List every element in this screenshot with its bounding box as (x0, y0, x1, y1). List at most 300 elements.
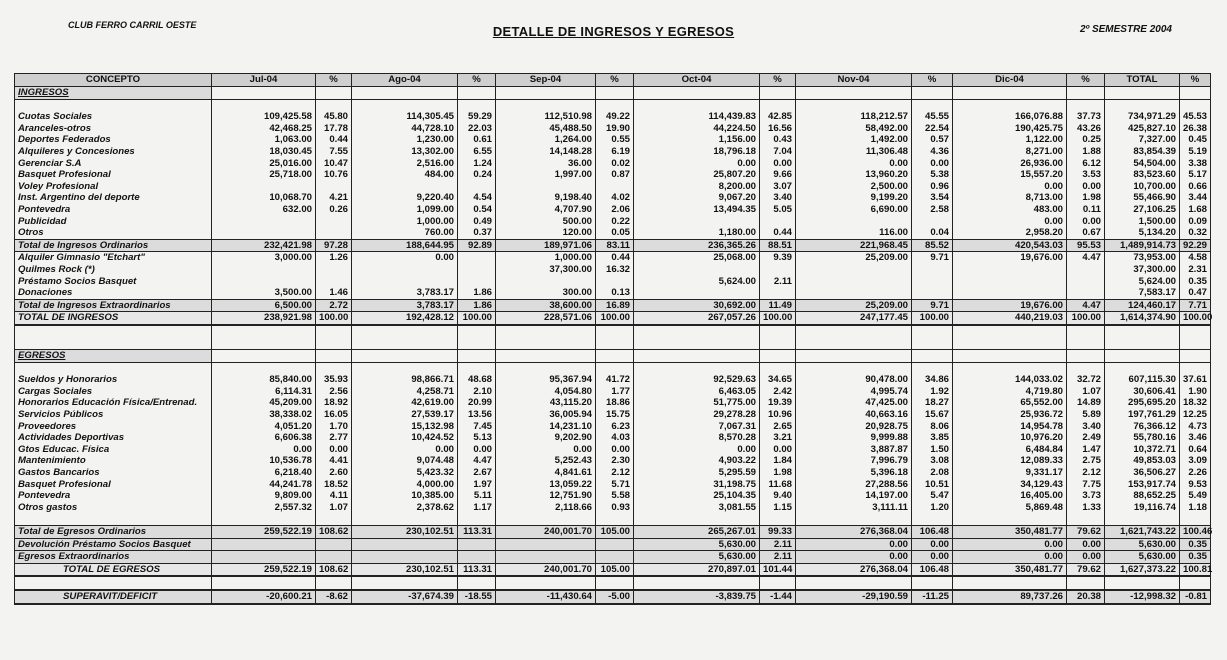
value-cell (912, 325, 953, 338)
table-row (15, 467, 1211, 479)
value-cell: 483.00 (953, 204, 1067, 216)
table-row (15, 181, 1211, 193)
value-cell: -1.44 (760, 590, 796, 604)
value-cell: 44,224.50 (634, 123, 760, 135)
value-cell (458, 252, 496, 264)
value-cell (1180, 350, 1211, 363)
value-cell (352, 576, 458, 590)
table-row (15, 192, 1211, 204)
value-cell: 1.33 (1067, 502, 1105, 514)
value-cell (212, 99, 316, 111)
total-row (15, 299, 1211, 312)
value-cell (1180, 576, 1211, 590)
concept-cell (15, 513, 212, 525)
value-cell: 484.00 (352, 169, 458, 181)
concept-cell (15, 576, 212, 590)
semester-label: 2º SEMESTRE 2004 (1079, 24, 1172, 35)
value-cell: 1.98 (1067, 192, 1105, 204)
value-cell: 76,366.12 (1105, 421, 1180, 433)
column-header-3: Ago-04 (352, 74, 458, 87)
value-cell: 6.12 (1067, 158, 1105, 170)
value-cell: 1,122.00 (953, 134, 1067, 146)
value-cell: -11,430.64 (496, 590, 596, 604)
value-cell: 259,522.19 (212, 525, 316, 538)
value-cell: 4.54 (458, 192, 496, 204)
value-cell: 0.00 (953, 181, 1067, 193)
value-cell: 1.07 (1067, 386, 1105, 398)
table-row (15, 111, 1211, 123)
value-cell: 1,156.00 (634, 134, 760, 146)
value-cell: 34,129.43 (953, 479, 1067, 491)
value-cell: 10,424.52 (352, 432, 458, 444)
concept-cell: Otros (15, 227, 212, 239)
value-cell: 13,059.22 (496, 479, 596, 491)
value-cell (912, 362, 953, 374)
value-cell (1067, 325, 1105, 338)
value-cell: 18,796.18 (634, 146, 760, 158)
value-cell: 0.00 (634, 158, 760, 170)
concept-cell: Total de Ingresos Ordinarios (15, 239, 212, 252)
value-cell: 6,218.40 (212, 467, 316, 479)
value-cell: 25,016.00 (212, 158, 316, 170)
value-cell: 0.55 (596, 134, 634, 146)
value-cell: 0.00 (953, 538, 1067, 551)
value-cell: 5.38 (912, 169, 953, 181)
value-cell: 5,630.00 (1105, 551, 1180, 564)
value-cell: 10.51 (912, 479, 953, 491)
value-cell: 73,953.00 (1105, 252, 1180, 264)
value-cell: 25,209.00 (796, 252, 912, 264)
value-cell: 0.66 (1180, 181, 1211, 193)
value-cell: 105.00 (596, 563, 634, 576)
value-cell (458, 576, 496, 590)
value-cell: 0.00 (760, 444, 796, 456)
value-cell: 38,600.00 (496, 299, 596, 312)
value-cell: 0.00 (796, 158, 912, 170)
table-row (15, 513, 1211, 525)
value-cell: 27,539.17 (352, 409, 458, 421)
value-cell (316, 538, 352, 551)
value-cell (316, 551, 352, 564)
value-cell: 85,840.00 (212, 374, 316, 386)
value-cell: 83.11 (596, 239, 634, 252)
value-cell (316, 350, 352, 363)
value-cell: 100.00 (458, 312, 496, 325)
value-cell: 92.29 (1180, 239, 1211, 252)
section-header-row (15, 350, 1211, 363)
value-cell (496, 538, 596, 551)
value-cell (496, 551, 596, 564)
value-cell: 34.65 (760, 374, 796, 386)
report-header (0, 0, 1200, 60)
value-cell: 500.00 (496, 216, 596, 228)
value-cell: 10.76 (316, 169, 352, 181)
value-cell: 3.07 (760, 181, 796, 193)
value-cell: 1.70 (316, 421, 352, 433)
value-cell: 41.72 (596, 374, 634, 386)
value-cell (1067, 337, 1105, 349)
value-cell: 2.11 (760, 538, 796, 551)
value-cell: 9,220.40 (352, 192, 458, 204)
value-cell (212, 362, 316, 374)
value-cell: 16,405.00 (953, 490, 1067, 502)
value-cell: 1,180.00 (634, 227, 760, 239)
value-cell: 5.89 (1067, 409, 1105, 421)
table-row (15, 479, 1211, 491)
value-cell (352, 362, 458, 374)
value-cell (458, 551, 496, 564)
value-cell: 15,557.20 (953, 169, 1067, 181)
value-cell: 2,378.62 (352, 502, 458, 514)
value-cell: 232,421.98 (212, 239, 316, 252)
value-cell: 144,033.02 (953, 374, 1067, 386)
value-cell (496, 337, 596, 349)
value-cell: 18.86 (596, 397, 634, 409)
value-cell: 0.00 (953, 551, 1067, 564)
value-cell: 3.73 (1067, 490, 1105, 502)
table-row (15, 169, 1211, 181)
concept-cell: Aranceles-otros (15, 123, 212, 135)
value-cell: 14,231.10 (496, 421, 596, 433)
value-cell: 221,968.45 (796, 239, 912, 252)
value-cell: 0.00 (1067, 538, 1105, 551)
value-cell: 32.72 (1067, 374, 1105, 386)
value-cell: 1.86 (458, 299, 496, 312)
value-cell: 0.44 (596, 252, 634, 264)
value-cell: 2.65 (760, 421, 796, 433)
value-cell: 4,841.61 (496, 467, 596, 479)
value-cell: 35.93 (316, 374, 352, 386)
value-cell: 5,624.00 (634, 276, 760, 288)
value-cell: 6,463.05 (634, 386, 760, 398)
value-cell (1105, 350, 1180, 363)
table-row (15, 432, 1211, 444)
value-cell (316, 99, 352, 111)
value-cell (953, 325, 1067, 338)
column-header-13: TOTAL (1105, 74, 1180, 87)
concept-cell (15, 325, 212, 338)
value-cell: 3.44 (1180, 192, 1211, 204)
value-cell: 108.62 (316, 525, 352, 538)
value-cell: 8,271.00 (953, 146, 1067, 158)
value-cell (596, 513, 634, 525)
value-cell: 1.15 (760, 502, 796, 514)
table-row (15, 276, 1211, 288)
value-cell: 238,921.98 (212, 312, 316, 325)
total-row (15, 563, 1211, 576)
value-cell: 2.67 (458, 467, 496, 479)
concept-cell: Egresos Extraordinarios (15, 551, 212, 564)
value-cell (212, 227, 316, 239)
value-cell: 1.92 (912, 386, 953, 398)
value-cell: 0.93 (596, 502, 634, 514)
value-cell (1180, 513, 1211, 525)
value-cell: 25,807.20 (634, 169, 760, 181)
value-cell: 113.31 (458, 563, 496, 576)
value-cell: 92,529.63 (634, 374, 760, 386)
table-row (15, 362, 1211, 374)
value-cell: 114,439.83 (634, 111, 760, 123)
value-cell (496, 362, 596, 374)
value-cell: 51,775.00 (634, 397, 760, 409)
value-cell: 0.00 (1067, 181, 1105, 193)
value-cell: 2.42 (760, 386, 796, 398)
concept-cell: Sueldos y Honorarios (15, 374, 212, 386)
value-cell (1180, 325, 1211, 338)
value-cell: 3.09 (1180, 455, 1211, 467)
value-cell: 13,302.00 (352, 146, 458, 158)
value-cell: -18.55 (458, 590, 496, 604)
table-row (15, 146, 1211, 158)
table-row (15, 576, 1211, 590)
value-cell: 124,460.17 (1105, 299, 1180, 312)
value-cell: 10,385.00 (352, 490, 458, 502)
value-cell: 18.32 (1180, 397, 1211, 409)
total-row (15, 538, 1211, 551)
table-row (15, 421, 1211, 433)
value-cell (953, 337, 1067, 349)
value-cell (212, 181, 316, 193)
value-cell: 3.85 (912, 432, 953, 444)
column-header-11: Dic-04 (953, 74, 1067, 87)
value-cell (634, 576, 760, 590)
value-cell (760, 264, 796, 276)
value-cell (596, 181, 634, 193)
value-cell: 607,115.30 (1105, 374, 1180, 386)
value-cell (912, 99, 953, 111)
value-cell: 350,481.77 (953, 525, 1067, 538)
value-cell (596, 325, 634, 338)
value-cell: 3.08 (912, 455, 953, 467)
value-cell: 54,504.00 (1105, 158, 1180, 170)
total-row (15, 312, 1211, 325)
value-cell (212, 513, 316, 525)
column-header-0: CONCEPTO (15, 74, 212, 87)
value-cell (458, 337, 496, 349)
value-cell: 13.56 (458, 409, 496, 421)
value-cell: 0.43 (760, 134, 796, 146)
value-cell: 49.22 (596, 111, 634, 123)
value-cell (912, 87, 953, 100)
value-cell (1067, 513, 1105, 525)
table-row (15, 123, 1211, 135)
value-cell: 10,700.00 (1105, 181, 1180, 193)
value-cell: 18.27 (912, 397, 953, 409)
value-cell: 425,827.10 (1105, 123, 1180, 135)
value-cell: 1.86 (458, 287, 496, 299)
value-cell: 1.97 (458, 479, 496, 491)
column-header-5: Sep-04 (496, 74, 596, 87)
value-cell (352, 538, 458, 551)
value-cell: 2.06 (596, 204, 634, 216)
value-cell: 20.99 (458, 397, 496, 409)
value-cell: 9.53 (1180, 479, 1211, 491)
value-cell: 1.88 (1067, 146, 1105, 158)
value-cell (796, 513, 912, 525)
value-cell: 0.24 (458, 169, 496, 181)
value-cell: 1,264.00 (496, 134, 596, 146)
value-cell: 259,522.19 (212, 563, 316, 576)
value-cell: 4.36 (912, 146, 953, 158)
value-cell: 89,737.26 (953, 590, 1067, 604)
column-header-10: % (912, 74, 953, 87)
value-cell: 4.11 (316, 490, 352, 502)
value-cell: 230,102.51 (352, 563, 458, 576)
value-cell: 45.80 (316, 111, 352, 123)
value-cell: 10,372.71 (1105, 444, 1180, 456)
value-cell: 0.00 (953, 216, 1067, 228)
value-cell: 1.26 (316, 252, 352, 264)
value-cell: 3.53 (1067, 169, 1105, 181)
value-cell: 230,102.51 (352, 525, 458, 538)
value-cell: 0.00 (212, 444, 316, 456)
value-cell (596, 87, 634, 100)
value-cell (760, 99, 796, 111)
value-cell: 0.61 (458, 134, 496, 146)
table-header-row (15, 74, 1211, 87)
value-cell: 0.35 (1180, 551, 1211, 564)
column-header-6: % (596, 74, 634, 87)
value-cell (760, 325, 796, 338)
value-cell: 2,958.20 (953, 227, 1067, 239)
value-cell: 1,492.00 (796, 134, 912, 146)
value-cell: 6,690.00 (796, 204, 912, 216)
value-cell: 37,300.00 (496, 264, 596, 276)
value-cell: 15.67 (912, 409, 953, 421)
value-cell: 1,230.00 (352, 134, 458, 146)
value-cell: 0.02 (596, 158, 634, 170)
value-cell: 228,571.06 (496, 312, 596, 325)
value-cell (796, 99, 912, 111)
value-cell (458, 87, 496, 100)
value-cell: 85.52 (912, 239, 953, 252)
table-row (15, 99, 1211, 111)
value-cell: 101.44 (760, 563, 796, 576)
table-row (15, 325, 1211, 338)
value-cell (634, 264, 760, 276)
concept-cell: Alquileres y Concesiones (15, 146, 212, 158)
value-cell: 18.52 (316, 479, 352, 491)
value-cell: 36,005.94 (496, 409, 596, 421)
value-cell: 0.44 (316, 134, 352, 146)
value-cell: 98,866.71 (352, 374, 458, 386)
value-cell: 0.00 (1067, 216, 1105, 228)
value-cell: 15,132.98 (352, 421, 458, 433)
value-cell (953, 362, 1067, 374)
value-cell: 7.71 (1180, 299, 1211, 312)
value-cell: 5,869.48 (953, 502, 1067, 514)
value-cell (496, 513, 596, 525)
value-cell: 4.47 (1067, 252, 1105, 264)
value-cell: 0.00 (912, 551, 953, 564)
value-cell (634, 350, 760, 363)
value-cell: 4.21 (316, 192, 352, 204)
value-cell (316, 87, 352, 100)
value-cell: 90,478.00 (796, 374, 912, 386)
value-cell: 19,116.74 (1105, 502, 1180, 514)
value-cell (316, 264, 352, 276)
concept-cell: Cuotas Sociales (15, 111, 212, 123)
value-cell (760, 362, 796, 374)
value-cell: 10,976.20 (953, 432, 1067, 444)
value-cell: 9,999.88 (796, 432, 912, 444)
value-cell (634, 87, 760, 100)
value-cell: 9.71 (912, 299, 953, 312)
value-cell: 14,148.28 (496, 146, 596, 158)
concept-cell: Publicidad (15, 216, 212, 228)
column-header-12: % (1067, 74, 1105, 87)
value-cell: 0.47 (1180, 287, 1211, 299)
value-cell: 9.66 (760, 169, 796, 181)
value-cell (634, 362, 760, 374)
value-cell: 440,219.03 (953, 312, 1067, 325)
concept-cell: Voley Profesional (15, 181, 212, 193)
value-cell: 7.55 (316, 146, 352, 158)
value-cell (212, 264, 316, 276)
value-cell (912, 287, 953, 299)
value-cell: 4,707.90 (496, 204, 596, 216)
value-cell: 88,652.25 (1105, 490, 1180, 502)
value-cell: 5,630.00 (634, 551, 760, 564)
value-cell (352, 551, 458, 564)
value-cell: 6.19 (596, 146, 634, 158)
value-cell: 14,954.78 (953, 421, 1067, 433)
value-cell (953, 87, 1067, 100)
value-cell (912, 337, 953, 349)
value-cell: 2.72 (316, 299, 352, 312)
value-cell: 9,074.48 (352, 455, 458, 467)
value-cell: 7.75 (1067, 479, 1105, 491)
value-cell: 2,557.32 (212, 502, 316, 514)
value-cell: 22.03 (458, 123, 496, 135)
value-cell (458, 350, 496, 363)
table-row (15, 204, 1211, 216)
value-cell: 0.64 (1180, 444, 1211, 456)
value-cell: 5,624.00 (1105, 276, 1180, 288)
value-cell: 3.54 (912, 192, 953, 204)
value-cell: 10.47 (316, 158, 352, 170)
value-cell: 42,619.00 (352, 397, 458, 409)
value-cell: 1,997.00 (496, 169, 596, 181)
value-cell: 42.85 (760, 111, 796, 123)
value-cell (953, 264, 1067, 276)
value-cell (212, 576, 316, 590)
value-cell: 11.68 (760, 479, 796, 491)
concept-cell (15, 337, 212, 349)
value-cell (796, 276, 912, 288)
value-cell: 2.58 (912, 204, 953, 216)
value-cell: 5,630.00 (1105, 538, 1180, 551)
value-cell: 2,516.00 (352, 158, 458, 170)
value-cell: 5,396.18 (796, 467, 912, 479)
value-cell: 5.05 (760, 204, 796, 216)
concept-cell: Devolución Préstamo Socios Basquet (15, 538, 212, 551)
value-cell (760, 87, 796, 100)
table-row (15, 134, 1211, 146)
value-cell: 5.13 (458, 432, 496, 444)
value-cell: -3,839.75 (634, 590, 760, 604)
value-cell (596, 576, 634, 590)
value-cell (953, 576, 1067, 590)
value-cell: 0.49 (458, 216, 496, 228)
value-cell: 9.71 (912, 252, 953, 264)
column-header-9: Nov-04 (796, 74, 912, 87)
value-cell (496, 276, 596, 288)
table-row (15, 337, 1211, 349)
value-cell: 2.12 (596, 467, 634, 479)
value-cell: 20.38 (1067, 590, 1105, 604)
value-cell: 16.32 (596, 264, 634, 276)
